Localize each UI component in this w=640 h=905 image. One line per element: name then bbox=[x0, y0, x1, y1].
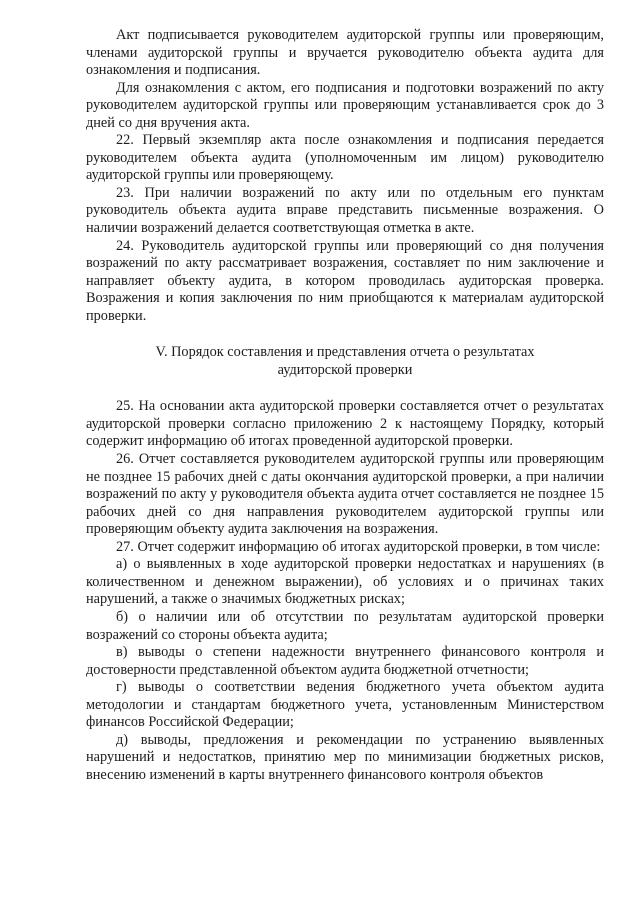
list-item-b: б) о наличии или об отсутствии по результатам аудиторской проверки возражений со стороны объекта аудита; bbox=[86, 608, 604, 643]
paragraph-24: 24. Руководитель аудиторской группы или проверяющий со дня получения возражений по акту рассматривает возражения, составляет по ним заключение и направляет объекту аудита, в котором проводилась аудиторская проверка. Возражения и копия заключения по ним приобщаются к материалам аудиторской проверки. bbox=[86, 237, 604, 324]
paragraph-objections-deadline: Для ознакомления с актом, его подписания и подготовки возражений по акту руководителем аудиторской группы или проверяющим устанавливается срок до 3 дней со дня вручения акта. bbox=[86, 79, 604, 131]
paragraph-act-signing: Акт подписывается руководителем аудиторской группы или проверяющим, членами аудиторской группы и вручается руководителю объекта аудита для ознакомления и подписания. bbox=[86, 27, 604, 79]
list-item-d: д) выводы, предложения и рекомендации по устранению выявленных нарушений и недостатков, принятию мер по минимизации бюджетных рисков, внесению изменений в карты внутреннего финансового контроля объектов bbox=[86, 731, 604, 783]
list-item-g: г) выводы о соответствии ведения бюджетного учета объектом аудита методологии и стандартам бюджетного учета, установленным Министерством финансов Российской Федерации; bbox=[86, 679, 604, 731]
paragraph-27: 27. Отчет содержит информацию об итогах аудиторской проверки, в том числе: bbox=[116, 538, 601, 555]
paragraph-26: 26. Отчет составляется руководителем аудиторской группы или проверяющим не позднее 15 рабочих дней с даты окончания аудиторской проверки, а при наличии возражений по акту у руководителя объекта аудита отчет составляется не позднее 15 рабочих дней со дня направления руководителем аудиторской группы или проверяющим объекту аудита заключения на возражения. bbox=[86, 451, 604, 538]
paragraph-25: 25. На основании акта аудиторской проверки составляется отчет о результатах аудиторской проверки согласно приложению 2 к настоящему Порядку, который содержит информацию об итогах проведенной аудиторской проверки. bbox=[86, 398, 604, 450]
section-heading bbox=[86, 325, 604, 398]
section-heading-line-2: аудиторской проверки bbox=[277, 361, 413, 378]
paragraph-22: 22. Первый экземпляр акта после ознакомления и подписания передается руководителем объекта аудита (уполномоченным им лицом) руководителю аудиторской группы или проверяющему. bbox=[86, 132, 604, 184]
section-heading-line-1: V. Порядок составления и представления отчета о результатах bbox=[155, 344, 535, 361]
document-body bbox=[86, 27, 604, 784]
list-item-v: в) выводы о степени надежности внутреннего финансового контроля и достоверности представленной объектом аудита бюджетной отчетности; bbox=[86, 644, 604, 678]
list-item-a: а) о выявленных в ходе аудиторской проверки недостатках и нарушениях (в количественном и денежном выражении), об условиях и о причинах таких нарушений, а также о значимых бюджетных рисках; bbox=[86, 556, 604, 608]
paragraph-23: 23. При наличии возражений по акту или по отдельным его пунктам руководитель объекта аудита вправе представить письменные возражения. О наличии возражений делается соответствующая отметка в акте. bbox=[86, 184, 604, 237]
